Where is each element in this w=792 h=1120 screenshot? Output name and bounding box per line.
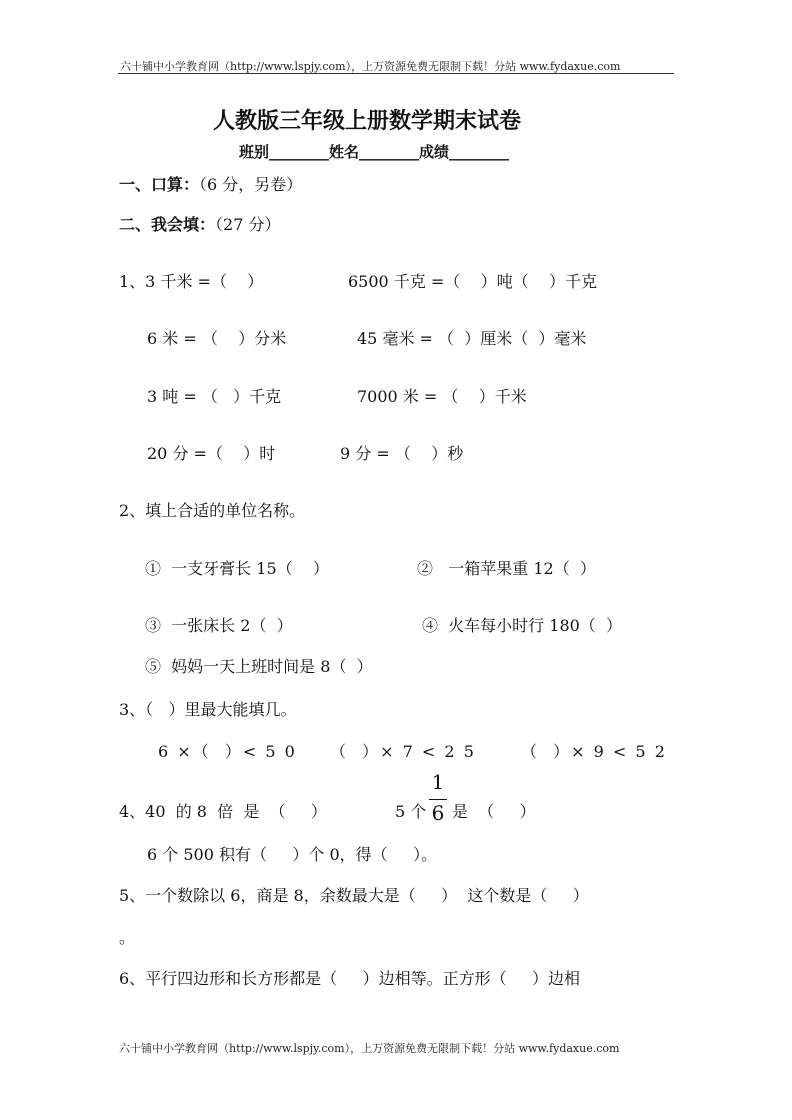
header-rule [118,73,674,74]
q1-row4-right: 9 分 = （ ）秒 [340,444,464,463]
q1-row2-right: 45 毫米 = （ ）厘米（ ）毫米 [357,329,587,348]
q4-part-a: 4、40 的 8 倍 是 （ ） [119,802,327,821]
q2-title: 2、填上合适的单位名称。 [119,501,306,520]
section-1-label: 一、口算： [119,175,200,194]
q5-continuation: 。 [119,928,136,947]
section-1-heading [119,172,302,195]
q1-row1-right: 6500 千克 =（ ）吨（ ）千克 [348,272,597,291]
section-2-label: 二、我会填： [119,215,216,234]
q3-expression-1: 6 ×（ ）< 5 0 [158,742,297,761]
q3-expression-2: （ ）× 7 < 2 5 [330,742,476,761]
q1-row2-left: 6 米 = （ ）分米 [147,329,287,348]
q1-row1-left: 1、3 千米 =（ ） [119,272,264,291]
q4-part-c: 6 个 500 积有（ ）个 0，得（ ）。 [147,845,438,864]
q1-row3-right: 7000 米 = （ ）千米 [357,387,527,406]
section-2-heading [119,212,280,235]
q2-item-1: ① 一支牙膏长 15（ ） [145,559,329,578]
page-header: 六十铺中小学教育网（http://www.lspjy.com），上万资源免费无限制下载！分站 www.fydaxue.com [120,60,621,73]
q2-item-3: ③ 一张床长 2（ ） [145,616,293,635]
q1-row3-left: 3 吨 = （ ）千克 [147,387,282,406]
page-footer: 六十铺中小学教育网（http://www.lspjy.com），上万资源免费无限制下载！分站 www.fydaxue.com [119,1042,620,1055]
q3-title: 3、（ ）里最大能填几。 [119,700,297,719]
q6-line: 6、平行四边形和长方形都是（ ）边相等。正方形（ ）边相 [119,969,581,988]
section-2-points: （27 分） [215,215,281,234]
q5-line: 5、一个数除以 6，商是 8，余数最大是（ ） 这个数是（ ） [119,886,589,905]
fraction-numerator: 1 [431,770,445,794]
student-info-line: 班别________姓名________成绩________ [239,143,510,161]
q2-item-5: ⑤ 妈妈一天上班时间是 8（ ） [145,657,373,676]
q1-row4-left: 20 分 =（ ）时 [147,444,276,463]
q2-item-2: ② 一箱苹果重 12（ ） [417,559,596,578]
q4-part-b-suffix: 是 （ ） [452,802,536,821]
section-1-points: （6 分，另卷） [199,175,303,194]
q2-item-4: ④ 火车每小时行 180（ ） [422,616,622,635]
fraction-denominator: 6 [431,801,445,825]
q4-part-b-prefix: 5 个 [395,802,427,821]
page-title: 人教版三年级上册数学期末试卷 [213,108,522,134]
fraction-bar [429,799,447,800]
q3-expression-3: （ ）× 9 < 5 2 [521,742,667,761]
